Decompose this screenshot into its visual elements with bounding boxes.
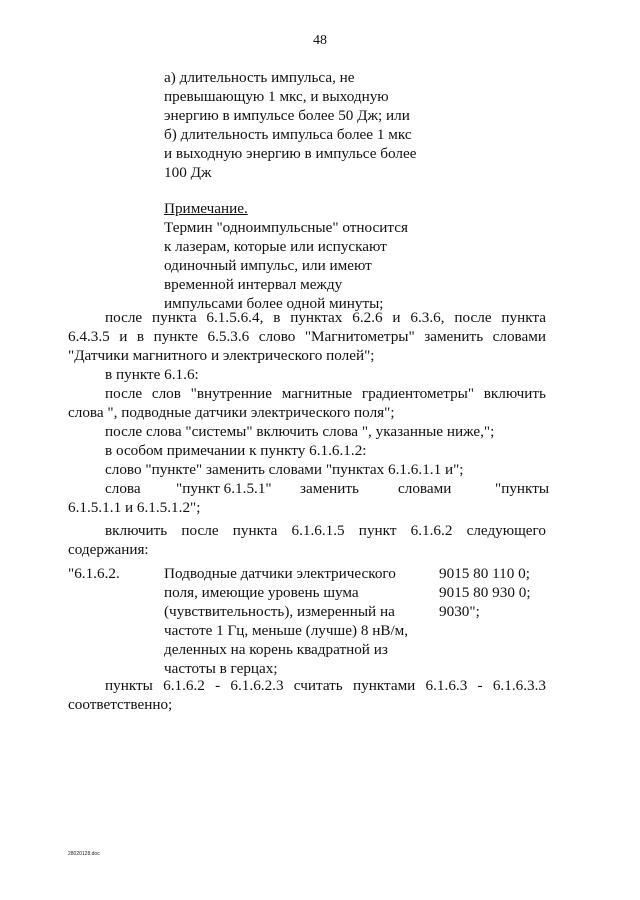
entry-description <box>164 564 424 678</box>
text-line: и выходную энергию в импульсе более <box>164 145 417 162</box>
text-line: превышающую 1 мкс, и выходную <box>164 88 389 105</box>
paragraph-line: 6.4.3.5 и в пункте 6.5.3.6 слово "Магнитометры" заменить словами <box>68 328 546 345</box>
word: словами <box>398 480 452 497</box>
text-line: а) длительность импульса, не <box>164 69 355 86</box>
closing-text <box>68 676 546 714</box>
description-line: частоты в герцах; <box>164 660 278 677</box>
description-line: Подводные датчики электрического <box>164 565 396 582</box>
paragraph-line: содержания: <box>68 541 149 558</box>
paragraph-line: слова ", подводные датчики электрического поля"; <box>68 404 395 421</box>
text-line: 100 Дж <box>164 164 212 181</box>
word: заменить <box>300 480 359 497</box>
footer-filename: 28020128.doc <box>68 851 100 857</box>
item-ab-block <box>164 68 464 182</box>
paragraph-line: слово "пункте" заменить словами "пунктах 6.1.6.1.1 и"; <box>105 461 464 478</box>
note-title: Примечание. <box>164 200 248 217</box>
description-line: поля, имеющие уровень шума <box>164 584 359 601</box>
code-line: 9015 80 930 0; <box>439 584 531 601</box>
body-text <box>68 308 550 559</box>
entry-codes <box>439 564 531 621</box>
description-line: (чувствительность), измеренный на <box>164 603 395 620</box>
code-line: 9015 80 110 0; <box>439 565 530 582</box>
text-line: б) длительность импульса более 1 мкс <box>164 126 412 143</box>
paragraph-line: соответственно; <box>68 696 173 713</box>
word: слова <box>105 480 141 497</box>
note-line: временной интервал между <box>164 276 343 293</box>
paragraph-line-spaced <box>68 479 550 498</box>
paragraph-line: пункты 6.1.6.2 - 6.1.6.2.3 считать пунктами 6.1.6.3 - 6.1.6.3.3 <box>105 677 546 694</box>
paragraph-line: в особом примечании к пункту 6.1.6.1.2: <box>105 442 367 459</box>
paragraph-line: в пункте 6.1.6: <box>105 366 199 383</box>
note-line: импульсами более одной минуты; <box>164 295 384 312</box>
word: "пункты <box>495 480 550 497</box>
description-line: деленных на корень квадратной из <box>164 641 388 658</box>
paragraph-line: включить после пункта 6.1.6.1.5 пункт 6.1.6.2 следующего <box>105 522 546 539</box>
page-number: 48 <box>313 33 327 48</box>
note-line: Термин "одноимпульсные" относится <box>164 219 408 236</box>
word: "пункт 6.1.5.1" <box>176 480 272 497</box>
paragraph-line: 6.1.5.1.1 и 6.1.5.1.2"; <box>68 499 201 516</box>
note-line: одиночный импульс, или имеют <box>164 257 372 274</box>
description-line: частоте 1 Гц, меньше (лучше) 8 нВ/м, <box>164 622 409 639</box>
paragraph-line: после слова "системы" включить слова ", указанные ниже,"; <box>105 423 495 440</box>
paragraph-line: после слов "внутренние магнитные градиентометры" включить <box>105 385 546 402</box>
entry-number: "6.1.6.2. <box>68 565 120 582</box>
code-line: 9030"; <box>439 603 480 620</box>
note-block <box>164 199 464 313</box>
paragraph-line: "Датчики магнитного и электрического полей"; <box>68 347 375 364</box>
paragraph-line: после пункта 6.1.5.6.4, в пунктах 6.2.6 и 6.3.6, после пункта <box>105 309 546 326</box>
text-line: энергию в импульсе более 50 Дж; или <box>164 107 410 124</box>
note-line: к лазерам, которые или испускают <box>164 238 387 255</box>
